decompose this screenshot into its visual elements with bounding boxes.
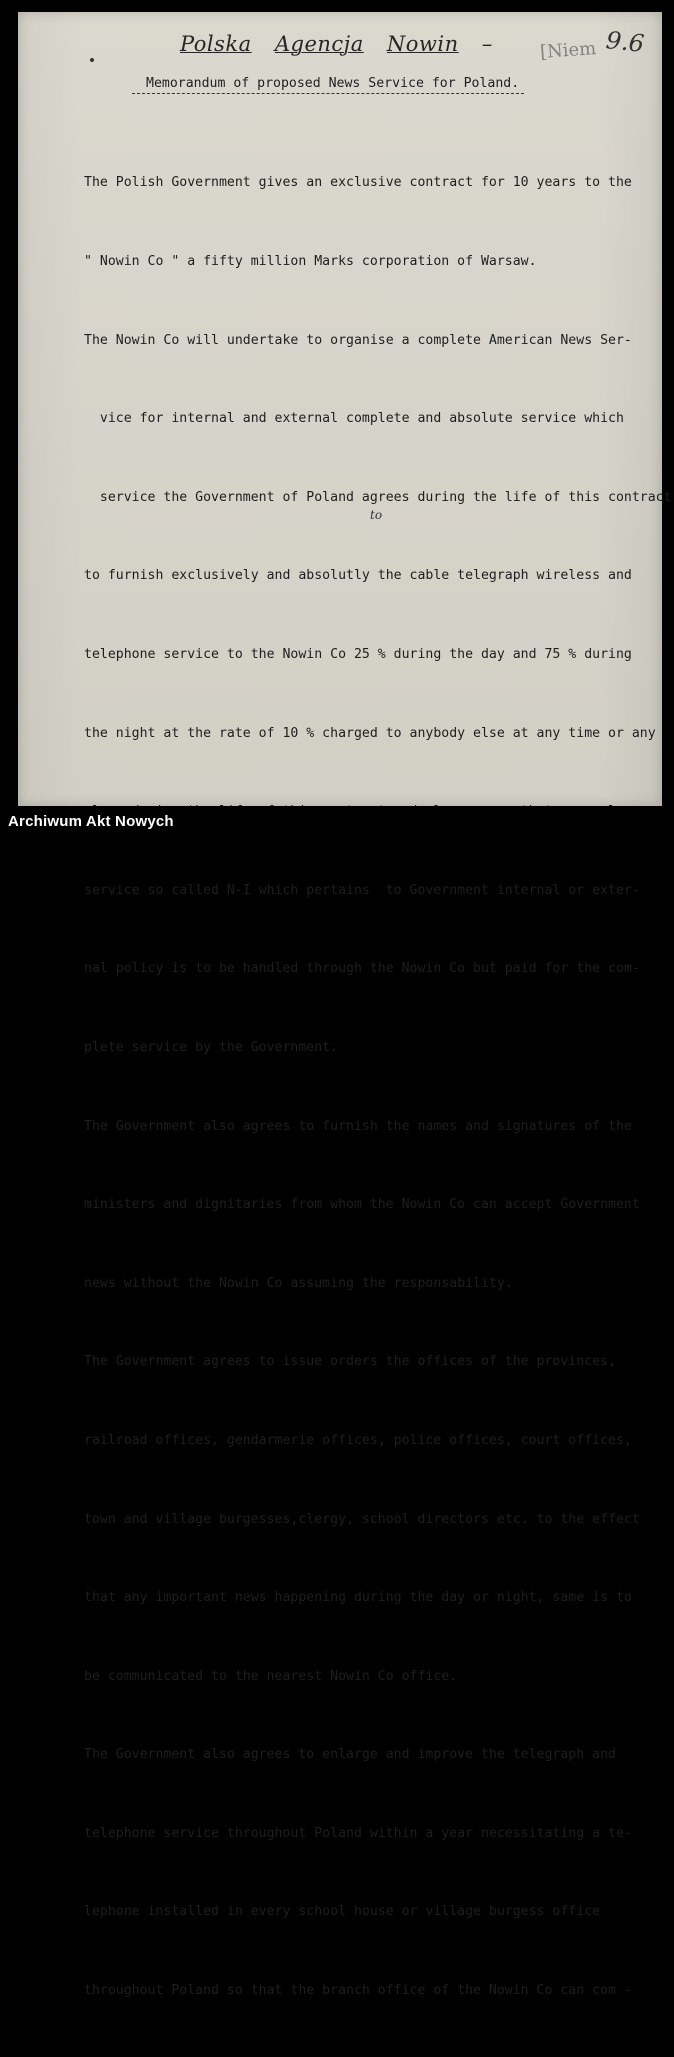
handwritten-word-3: Nowin [386,32,459,56]
body-line: plete service by the Government. [84,1039,339,1055]
body-line: vice for internal and external complete and absolute service which [84,411,624,427]
archive-label: Archiwum Akt Nowych [8,813,174,830]
body-line: The Government also agrees to furnish the names and signatures of the [84,1118,632,1134]
body-line: news without the Nowin Co assuming the responsability. [84,1275,513,1291]
body-line: town and village burgesses,clergy, school directors etc. to the effect [84,1511,640,1527]
stamp-text: [Niem [539,38,597,63]
body-line: the night at the rate of 10 % charged to anybody else at any time or any [84,725,656,741]
body-line: throughout Poland so that the branch office of the Nowin Co can com - [84,1983,632,1999]
body-line: service the Government of Poland agrees during the life of this contract [84,489,672,505]
body-line: ministers and dignitaries from whom the Nowin Co can accept Government [84,1197,640,1213]
page-number: 9.6 [604,26,646,58]
insertion-mark: to [370,508,383,522]
body-line: telephone service throughout Poland within a year necessitating a te- [84,1825,632,1841]
body-line: railroad offices, gendarmerie offices, police offices, court offices, [84,1432,632,1448]
body-line: to furnish exclusively and absolutly the cable telegraph wireless and [84,568,632,584]
body-line: telephone service to the Nowin Co 25 % during the day and 75 % during [84,646,632,662]
archive-footer [0,806,674,840]
body-line: The Government also agrees to enlarge and improve the telegraph and [84,1747,616,1763]
handwritten-word-1: Polska [180,32,252,56]
memo-body [84,118,672,2057]
handwritten-word-2: Agencja [274,32,364,56]
body-line: that any important news happening during the day or night, same is to [84,1590,632,1606]
margin-dot [90,58,94,62]
title-underline [132,93,524,94]
memo-title: Memorandum of proposed News Service for Poland. [146,76,520,91]
handwritten-word-4: – [481,32,493,56]
body-line: " Nowin Co " a fifty million Marks corporation of Warsaw. [84,254,537,269]
body-line: The Government agrees to issue orders the offices of the provinces, [84,1354,616,1370]
handwritten-heading [180,32,493,56]
body-line: be communicated to the nearest Nowin Co office. [84,1668,458,1684]
body-line: nal policy is to be handled through the Nowin Co but paid for the com- [84,961,640,977]
body-line: lephone installed in every school house or village burgess office [84,1904,601,1920]
body-line: The Polish Government gives an exclusive contract for 10 years to the [84,175,632,191]
body-line: The Nowin Co will undertake to organise a complete American News Ser- [84,332,632,348]
body-line: service so called N-I which pertains to Government internal or exter- [84,882,640,898]
